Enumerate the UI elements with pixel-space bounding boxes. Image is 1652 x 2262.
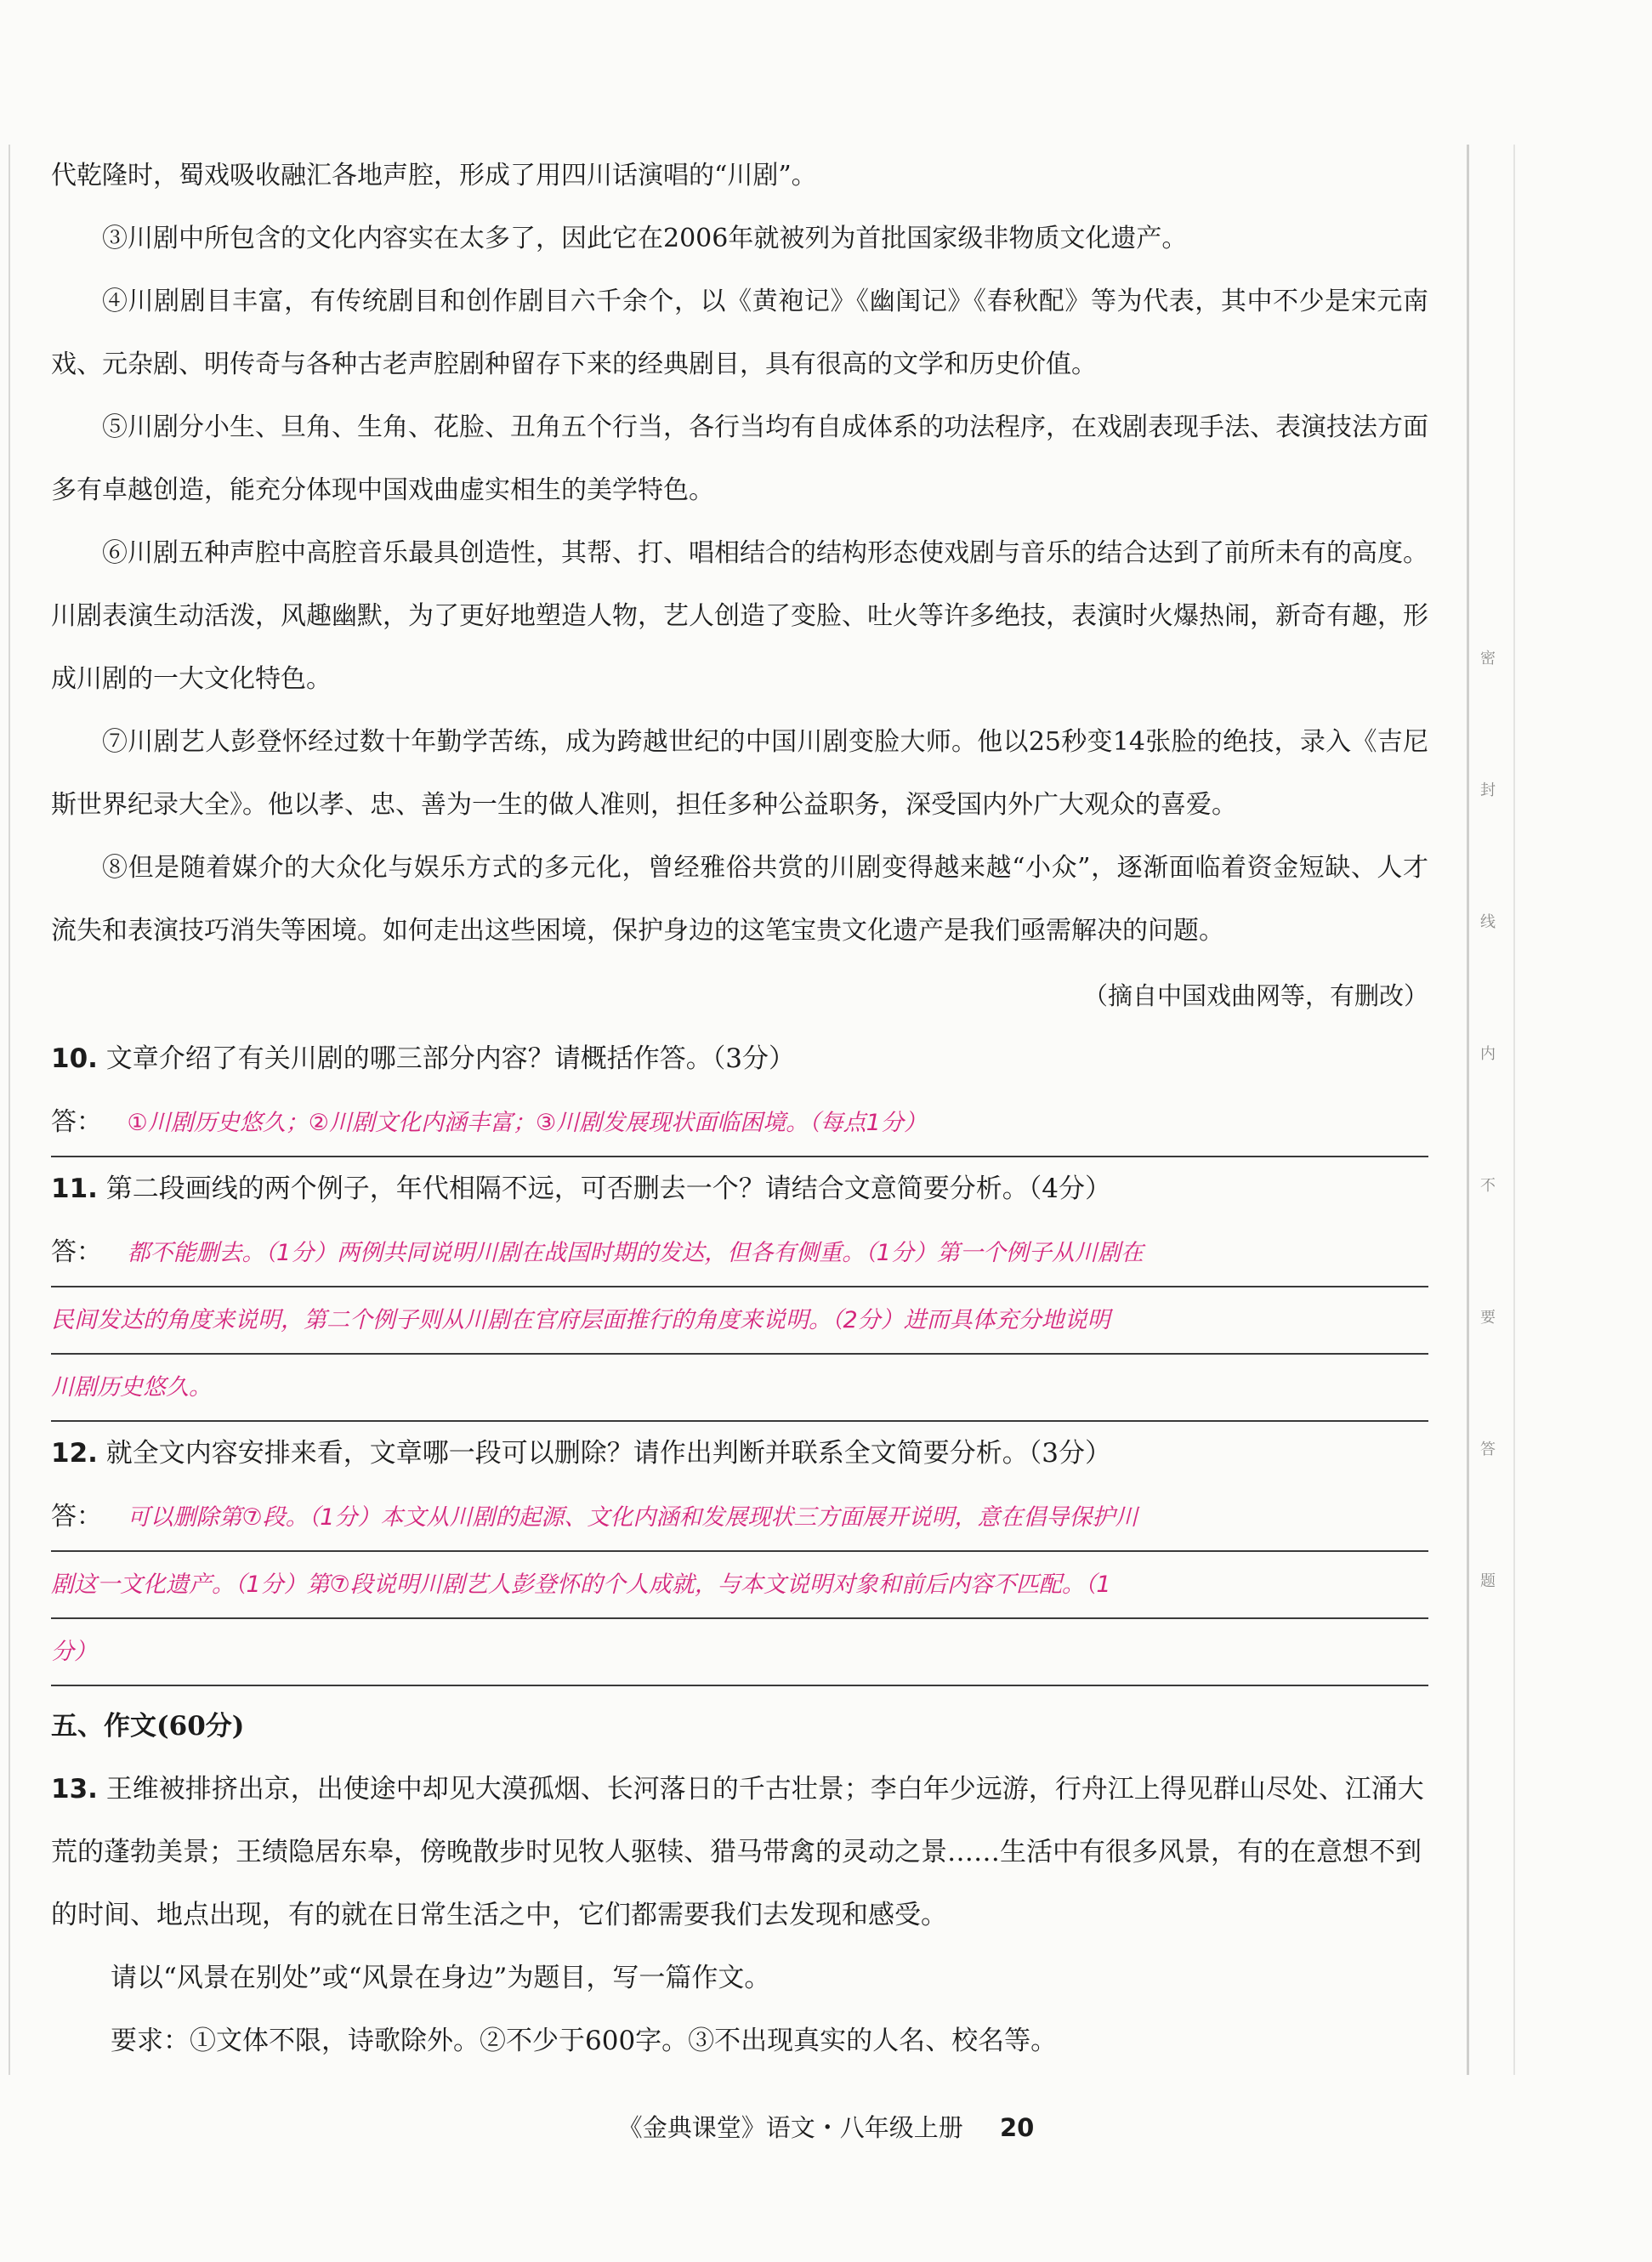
answer-12 bbox=[51, 1485, 1428, 1686]
handwritten-answer: 川剧历史悠久。 bbox=[51, 1374, 212, 1401]
question-text: 就全文内容安排来看，文章哪一段可以删除？请作出判断并联系全文简要分析。（3分） bbox=[105, 1438, 1112, 1469]
handwritten-answer: 分） bbox=[51, 1639, 97, 1665]
binding-label: 要 bbox=[1480, 1309, 1496, 1327]
handwritten-answer: 民间发达的角度来说明，第二个例子则从川剧在官府层面推行的角度来说明。（2分）进而具体充分地说明 bbox=[51, 1307, 1110, 1333]
handwritten-answer: ①川剧历史悠久；②川剧文化内涵丰富；③川剧发展现状面临困境。（每点1分） bbox=[127, 1110, 927, 1136]
answer-line bbox=[51, 1090, 1428, 1157]
handwritten-answer: 都不能删去。（1分）两例共同说明川剧在战国时期的发达，但各有侧重。（1分）第一个例子从川剧在 bbox=[127, 1240, 1144, 1266]
paragraph: ④川剧剧目丰富，有传统剧目和创作剧目六千余个，以《黄袍记》《幽闺记》《春秋配》等为代表，其中不少是宋元南戏、元杂剧、明传奇与各种古老声腔剧种留存下来的经典剧目，具有很高的文学和历史价值。 bbox=[51, 287, 1428, 379]
page-edge bbox=[9, 145, 10, 2075]
paragraph: ⑤川剧分小生、旦角、生角、花脸、丑角五个行当，各行当均有自成体系的功法程序，在戏剧表现手法、表演技法方面多有卓越创造，能充分体现中国戏曲虚实相生的美学特色。 bbox=[51, 412, 1428, 505]
page-number: 20 bbox=[999, 2113, 1035, 2142]
answer-line bbox=[51, 1485, 1428, 1552]
question-11 bbox=[51, 1157, 1428, 1220]
answer-11 bbox=[51, 1220, 1428, 1422]
handwritten-answer: 剧这一文化遗产。（1分）第⑦段说明川剧艺人彭登怀的个人成就，与本文说明对象和前后内容不匹配。（1 bbox=[51, 1571, 1111, 1598]
paragraph: 代乾隆时，蜀戏吸收融汇各地声腔，形成了用四川话演唱的“川剧”。 bbox=[51, 161, 817, 190]
paragraph: ⑧但是随着媒介的大众化与娱乐方式的多元化，曾经雅俗共赏的川剧变得越来越“小众”，逐渐面临着资金短缺、人才流失和表演技巧消失等困境。如何走出这些困境，保护身边的这笔宝贵文化遗产是我们亟需解决的问题。 bbox=[51, 853, 1428, 946]
binding-line-outer bbox=[1513, 145, 1515, 2075]
binding-line bbox=[1467, 145, 1469, 2075]
answer-line bbox=[51, 1552, 1428, 1619]
question-text: 第二段画线的两个例子，年代相隔不远，可否删去一个？请结合文意简要分析。（4分） bbox=[105, 1174, 1112, 1204]
question-number: 11. bbox=[51, 1174, 98, 1204]
question-text: 文章介绍了有关川剧的哪三部分内容？请概括作答。（3分） bbox=[105, 1043, 796, 1074]
answer-label: 答： bbox=[51, 1107, 102, 1137]
answer-label: 答： bbox=[51, 1502, 102, 1532]
answer-label: 答： bbox=[51, 1237, 102, 1267]
binding-label: 内 bbox=[1480, 1045, 1496, 1063]
question-number: 12. bbox=[51, 1438, 98, 1469]
section-title: 五、作文(60分) bbox=[51, 1711, 245, 1742]
binding-label: 密 bbox=[1480, 650, 1496, 668]
question-number: 13. bbox=[51, 1774, 98, 1804]
binding-label: 不 bbox=[1480, 1177, 1496, 1195]
question-10 bbox=[51, 1027, 1428, 1090]
page-footer bbox=[0, 2109, 1652, 2144]
answer-line bbox=[51, 1619, 1428, 1686]
question-number: 10. bbox=[51, 1043, 98, 1074]
question-12 bbox=[51, 1422, 1428, 1485]
binding-label: 封 bbox=[1480, 781, 1496, 799]
question-text: 王维被排挤出京，出使途中却见大漠孤烟、长河落日的千古壮景；李白年少远游，行舟江上得见群山尽处、江涌大荒的蓬勃美景；王绩隐居东皋，傍晚散步时见牧人驱犊、猎马带禽的灵动之景……生活中有很多风景，有的在意想不到的时间、地点出现，有的就在日常生活之中，它们都需要我们去发现和感受。 bbox=[51, 1774, 1424, 1930]
binding-label: 答 bbox=[1480, 1441, 1496, 1458]
page-content bbox=[51, 145, 1428, 2072]
handwritten-answer: 可以删除第⑦段。（1分）本文从川剧的起源、文化内涵和发展现状三方面展开说明，意在倡导保护川 bbox=[127, 1504, 1138, 1531]
book-title: 《金典课堂》语文・八年级上册 bbox=[617, 2113, 963, 2142]
paragraph: ③川剧中所包含的文化内容实在太多了，因此它在2006年就被列为首批国家级非物质文化遗产。 bbox=[102, 224, 1188, 253]
answer-10 bbox=[51, 1090, 1428, 1157]
binding-label: 题 bbox=[1480, 1572, 1496, 1590]
essay-prompt: 请以“风景在别处”或“风景在身边”为题目，写一篇作文。 bbox=[111, 1963, 771, 1993]
answer-line bbox=[51, 1220, 1428, 1287]
paragraph: ⑥川剧五种声腔中高腔音乐最具创造性，其帮、打、唱相结合的结构形态使戏剧与音乐的结合达到了前所未有的高度。川剧表演生动活泼，风趣幽默，为了更好地塑造人物，艺人创造了变脸、吐火等许多绝技，表演时火爆热闹，新奇有趣，形成川剧的一大文化特色。 bbox=[51, 538, 1428, 694]
answer-line bbox=[51, 1287, 1428, 1355]
paragraph: ⑦川剧艺人彭登怀经过数十年勤学苦练，成为跨越世纪的中国川剧变脸大师。他以25秒变14张脸的绝技，录入《吉尼斯世界纪录大全》。他以孝、忠、善为一生的做人准则，担任多种公益职务，深受国内外广大观众的喜爱。 bbox=[51, 727, 1428, 820]
source-note: （摘自中国戏曲网等，有删改） bbox=[1082, 981, 1428, 1010]
binding-label: 线 bbox=[1480, 913, 1496, 931]
essay-requirements: 要求：①文体不限，诗歌除外。②不少于600字。③不出现真实的人名、校名等。 bbox=[111, 2026, 1058, 2056]
question-13 bbox=[51, 1758, 1428, 1947]
answer-line bbox=[51, 1355, 1428, 1422]
